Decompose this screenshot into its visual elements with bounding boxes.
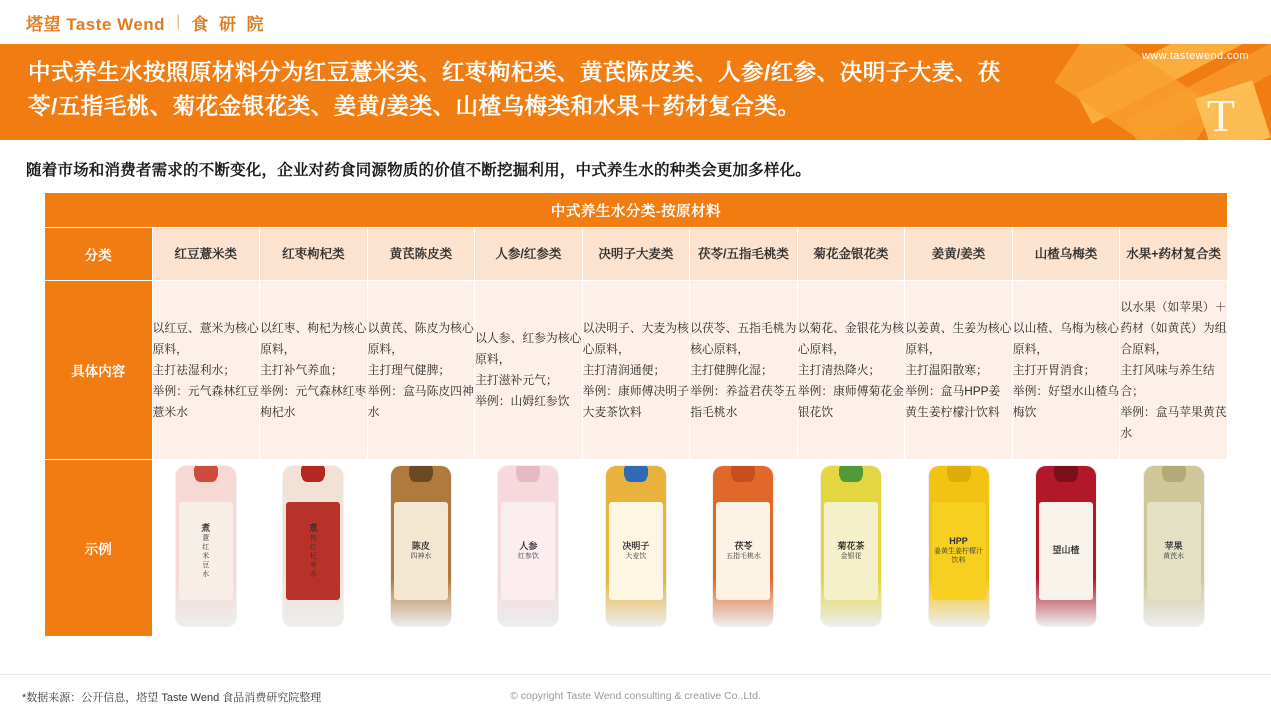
column-content: 以菊花、金银花为核心原料， 主打清热降火； 举例：康师傅菊花金银花饮 — [797, 281, 905, 460]
column-header: 山楂乌梅类 — [1012, 228, 1120, 281]
product-bottle-image: 煮 薏 红 米 豆 水 — [176, 466, 236, 626]
footer-copyright: © copyright Taste Wend consulting & creative Co.,Ltd. — [510, 690, 761, 702]
column-header: 茯苓/五指毛桃类 — [690, 228, 798, 281]
brand-bar — [0, 0, 1271, 44]
rowhead-content: 具体内容 — [45, 281, 153, 460]
column-header: 决明子大麦类 — [582, 228, 690, 281]
table-container — [0, 190, 1271, 637]
column-content: 以山楂、乌梅为核心原料， 主打开胃消食； 举例：好望水山楂乌梅饮 — [1012, 281, 1120, 460]
column-example — [152, 460, 260, 637]
column-example — [475, 460, 583, 637]
table-caption: 中式养生水分类-按原材料 — [45, 193, 1228, 228]
column-example — [690, 460, 798, 637]
product-bottle-image: 菊花茶 金银花 — [821, 466, 881, 626]
column-header: 黄芪陈皮类 — [367, 228, 475, 281]
table-caption-row — [45, 193, 1228, 228]
column-example — [797, 460, 905, 637]
column-example — [260, 460, 368, 637]
brand-logo: 塔望 Taste Wend — [26, 14, 166, 34]
product-bottle-image: 决明子 大麦饮 — [606, 466, 666, 626]
product-bottle-image: HPP 姜黄生姜柠檬汁饮料 — [929, 466, 989, 626]
rowhead-example: 示例 — [45, 460, 153, 637]
column-example — [582, 460, 690, 637]
column-content: 以姜黄、生姜为核心原料， 主打温阳散寒； 举例：盒马HPP姜黄生姜柠檬汁饮料 — [905, 281, 1013, 460]
footer-source: *数据来源：公开信息，塔望 Taste Wend 食品消费研究院整理 — [22, 692, 322, 704]
column-example — [367, 460, 475, 637]
website-url: www.tastewend.com — [1141, 50, 1249, 62]
column-content: 以茯苓、五指毛桃为核心原料， 主打健脾化湿； 举例：养益君茯苓五指毛桃水 — [690, 281, 798, 460]
table-content-row — [45, 281, 1228, 460]
table-example-row — [45, 460, 1228, 637]
column-content: 以红枣、枸杞为核心原料， 主打补气养血； 举例：元气森林红枣枸杞水 — [260, 281, 368, 460]
classification-table — [44, 192, 1228, 637]
footer-bar — [0, 674, 1271, 719]
product-bottle-image: 茯苓 五指毛桃水 — [713, 466, 773, 626]
column-content: 以决明子、大麦为核心原料， 主打清润通便； 举例：康师傅决明子大麦茶饮料 — [582, 281, 690, 460]
column-header: 水果+药材复合类 — [1120, 228, 1228, 281]
product-bottle-image: 望山楂 — [1036, 466, 1096, 626]
column-header: 红枣枸杞类 — [260, 228, 368, 281]
headline-text: 中式养生水按照原材料分为红豆薏米类、红枣枸杞类、黄芪陈皮类、人参/红参、决明子大麦、茯苓/五指毛桃、菊花金银花类、姜黄/姜类、山楂乌梅类和水果＋药材复合类。 — [28, 60, 1001, 119]
column-content: 以水果（如苹果）＋药材（如黄芪）为组合原料， 主打风味与养生结合； 举例：盒马苹果黄芪水 — [1120, 281, 1228, 460]
table-header-row — [45, 228, 1228, 281]
column-header: 红豆薏米类 — [152, 228, 260, 281]
column-content: 以黄芪、陈皮为核心原料， 主打理气健脾； 举例：盒马陈皮四神水 — [367, 281, 475, 460]
column-header: 姜黄/姜类 — [905, 228, 1013, 281]
headline-band — [0, 44, 1271, 140]
column-content: 以红豆、薏米为核心原料， 主打祛湿利水； 举例：元气森林红豆薏米水 — [152, 281, 260, 460]
product-bottle-image: 煮 枸 红 杞 枣 水 — [283, 466, 343, 626]
brand-separator: | — [176, 13, 181, 30]
product-bottle-image: 陈皮 四神水 — [391, 466, 451, 626]
column-example — [1120, 460, 1228, 637]
column-header: 菊花金银花类 — [797, 228, 905, 281]
product-bottle-image: 苹果 黄芪水 — [1144, 466, 1204, 626]
column-content: 以人参、红参为核心原料， 主打滋补元气； 举例：山姆红参饮 — [475, 281, 583, 460]
rowhead-category: 分类 — [45, 228, 153, 281]
brand-subtitle: 食 研 院 — [191, 14, 267, 34]
column-example — [1012, 460, 1120, 637]
column-example — [905, 460, 1013, 637]
watermark-letter: T — [1206, 90, 1235, 140]
column-header: 人参/红参类 — [475, 228, 583, 281]
product-bottle-image: 人参 红参饮 — [498, 466, 558, 626]
subtitle-text: 随着市场和消费者需求的不断变化，企业对药食同源物质的价值不断挖掘利用，中式养生水的种类会更加多样化。 — [26, 162, 812, 179]
